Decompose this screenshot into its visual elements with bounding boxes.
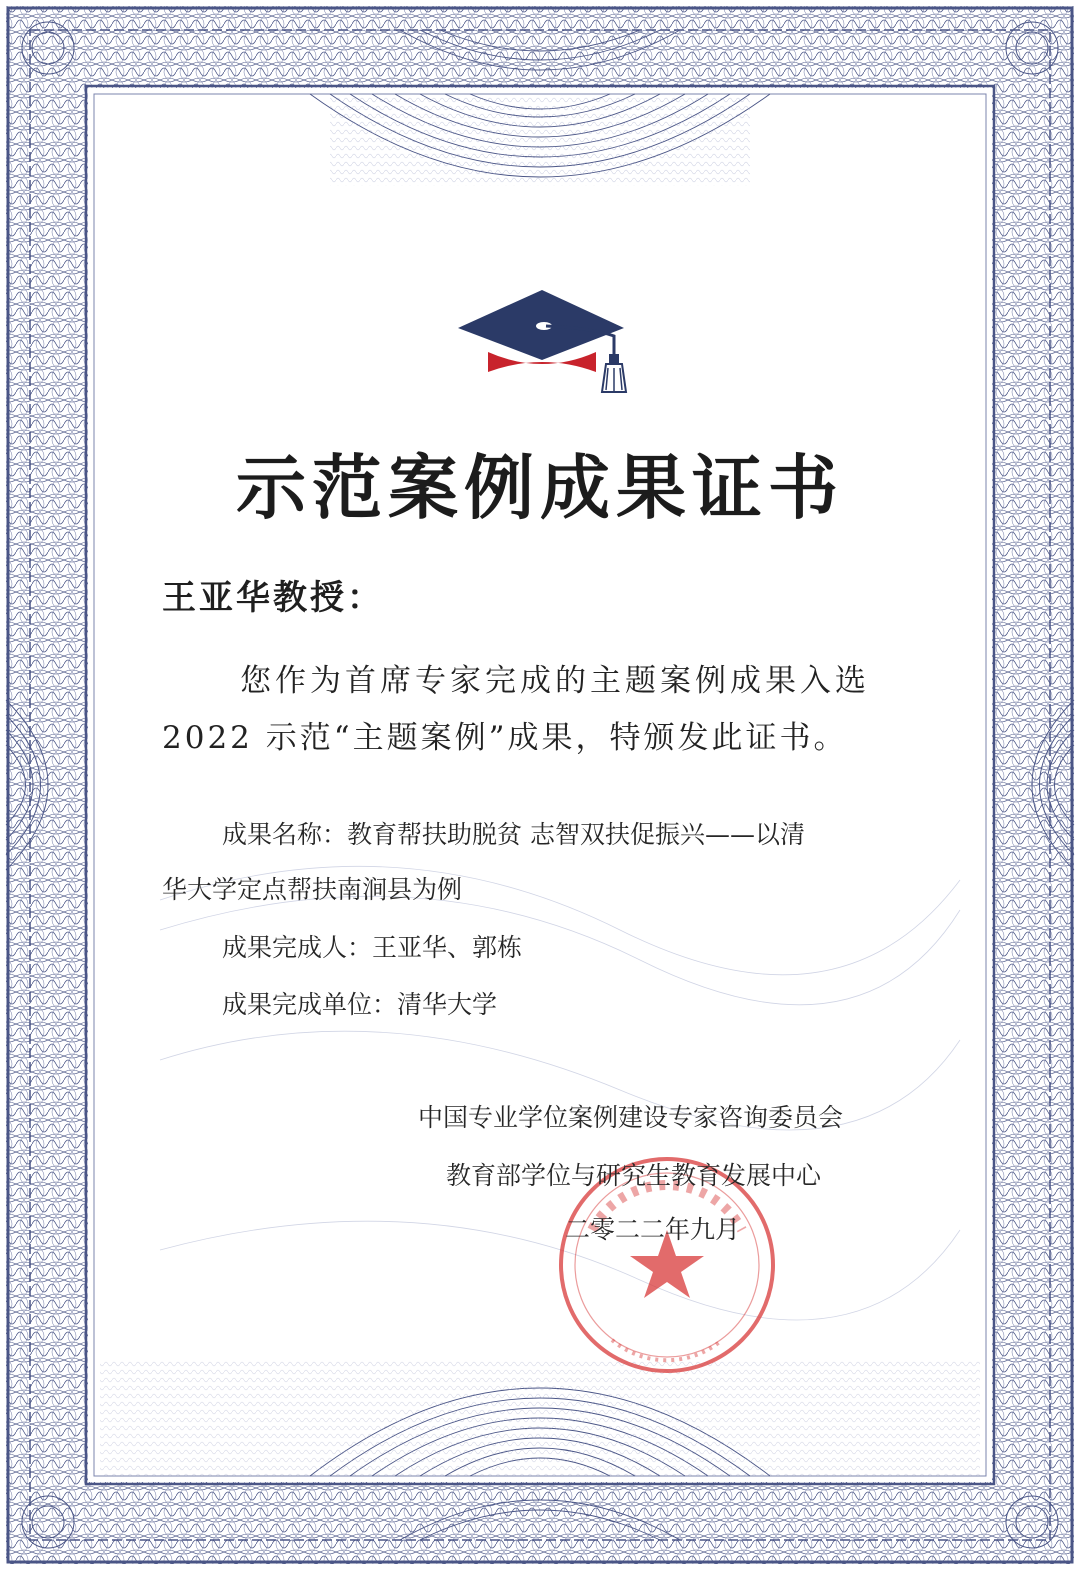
achievement-name-line-1: 成果名称：教育帮扶助脱贫 志智双扶促振兴——以清	[222, 820, 805, 849]
recipient-name: 王亚华教授：	[162, 578, 384, 618]
body-line-2: 2022 示范“主题案例”成果，特颁发此证书。	[162, 720, 848, 756]
issue-date: 二零二二年九月	[565, 1215, 741, 1244]
certificate-title: 示范案例成果证书	[236, 446, 844, 529]
body-line-1: 您作为首席专家完成的主题案例成果入选	[240, 663, 870, 699]
graduation-cap-icon	[452, 288, 632, 400]
issuer-center: 教育部学位与研究生教育发展中心	[446, 1161, 822, 1190]
issuer-committee: 中国专业学位案例建设专家咨询委员会	[418, 1103, 844, 1132]
achievement-unit: 成果完成单位：清华大学	[222, 990, 498, 1019]
achievement-name-line-2: 华大学定点帮扶南涧县为例	[162, 875, 463, 904]
achievement-completers: 成果完成人：王亚华、郭栋	[222, 933, 523, 962]
